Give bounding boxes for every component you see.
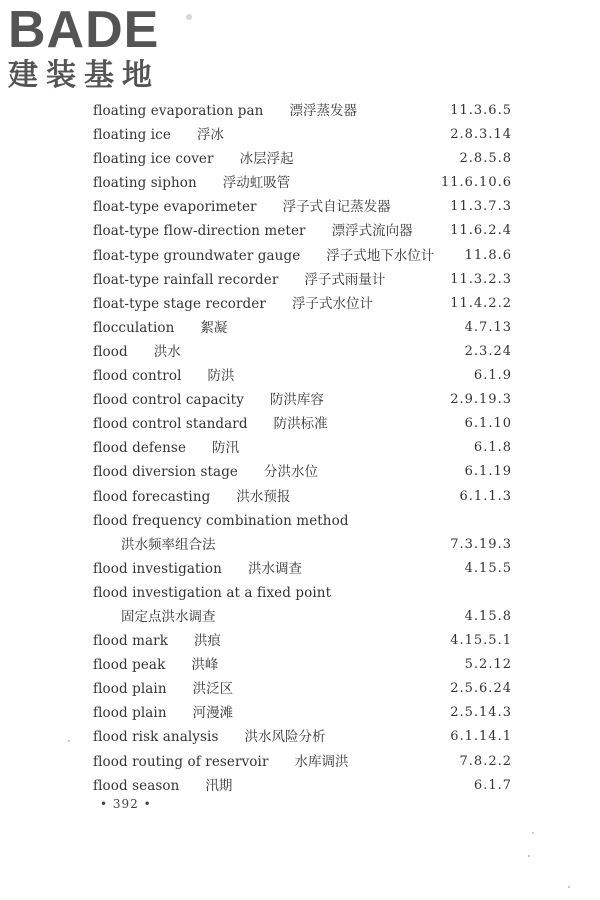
entry-english-term: flood routing of reservoir: [93, 753, 269, 770]
bade-logo: [8, 2, 183, 94]
entry-section-ref: 4.15.8: [464, 608, 512, 624]
entry-english-term: float-type flow-direction meter: [93, 223, 306, 240]
entry-chinese-term: 河漫滩: [192, 705, 234, 722]
entry-section-ref: 6.1.1.3: [459, 488, 512, 504]
entry-section-ref: 2.5.14.3: [450, 705, 512, 721]
entry-section-ref: 6.1.7: [473, 777, 512, 793]
entry-section-ref: 6.1.19: [464, 464, 512, 480]
entry-section-ref: 2.3.24: [464, 343, 512, 359]
glossary-entry: [93, 557, 517, 581]
entry-english-term: flood frequency combination method: [93, 512, 349, 529]
entry-section-ref: 6.1.14.1: [450, 729, 512, 745]
entry-chinese-term: 浮动虹吸管: [222, 175, 291, 192]
entry-chinese-term: 防洪库容: [269, 392, 324, 409]
glossary-entry: [93, 412, 517, 436]
watermark-dot: [186, 14, 192, 20]
glossary-entry: [93, 581, 517, 605]
glossary-entry: [93, 219, 517, 243]
entry-english-term: floating ice: [93, 127, 171, 144]
entry-chinese-term: 汛期: [205, 777, 233, 794]
entry-section-ref: 2.8.3.14: [450, 127, 512, 143]
logo-brand-text: BADE: [8, 1, 160, 59]
glossary-entry: [93, 774, 517, 798]
glossary-entry: [93, 725, 517, 749]
entry-section-ref: 6.1.8: [473, 440, 512, 456]
scan-speck: [528, 855, 530, 857]
entry-english-term: flood defense: [93, 440, 187, 457]
entry-section-ref: 6.1.9: [473, 368, 512, 384]
entry-english-term: flood risk analysis: [93, 729, 219, 746]
glossary-entry: [93, 388, 517, 412]
entry-section-ref: 2.8.5.8: [459, 151, 512, 167]
entry-chinese-term: 漂浮蒸发器: [289, 103, 357, 119]
entry-section-ref: 11.3.2.3: [450, 271, 512, 287]
entry-section-ref: 4.15.5.1: [450, 633, 512, 649]
entry-english-term: float-type stage recorder: [93, 295, 266, 312]
glossary-entry: [93, 677, 517, 701]
page-number: • 392 •: [100, 797, 152, 811]
glossary-entry: [93, 701, 517, 725]
entry-chinese-term: 防洪: [207, 368, 235, 385]
entry-chinese-term: 浮冰: [196, 127, 224, 144]
scan-speck: [532, 832, 534, 834]
entry-english-term: floating siphon: [93, 175, 197, 192]
entry-english-term: float-type rainfall recorder: [93, 271, 279, 288]
entry-english-term: flood mark: [93, 633, 168, 650]
glossary-entry: [93, 340, 517, 364]
entry-section-ref: 4.7.13: [464, 319, 512, 335]
scan-speck: [68, 740, 70, 742]
entry-chinese-term: 浮子式自记蒸发器: [282, 199, 391, 216]
glossary-entry-list: [93, 99, 517, 798]
glossary-entry: [93, 364, 517, 388]
entry-section-ref: 2.5.6.24: [450, 681, 512, 697]
entry-section-ref: 6.1.10: [464, 416, 512, 432]
entry-english-term: floating evaporation pan: [93, 103, 264, 119]
entry-chinese-term: 絮凝: [200, 319, 228, 336]
entry-chinese-term: 漂浮式流向器: [331, 223, 413, 240]
entry-section-ref: 11.3.6.5: [450, 103, 512, 118]
entry-chinese-term: 洪痕: [194, 633, 221, 650]
entry-chinese-term: 防汛: [212, 440, 240, 457]
entry-section-ref: 7.3.19.3: [450, 536, 512, 552]
entry-section-ref: 11.4.2.2: [450, 295, 512, 311]
entry-chinese-term: 洪水预报: [236, 488, 291, 505]
entry-english-term: float-type evaporimeter: [93, 199, 257, 216]
glossary-entry: [93, 123, 517, 147]
entry-english-term: flood plain: [93, 681, 167, 698]
entry-chinese-term: 防洪标准: [273, 416, 328, 433]
entry-english-term: flood investigation at a fixed point: [93, 584, 332, 601]
glossary-entry: [93, 171, 517, 195]
glossary-entry: [93, 750, 517, 774]
logo-subtitle: 建装基地: [8, 58, 160, 93]
entry-english-term: float-type groundwater gauge: [93, 247, 301, 264]
glossary-entry: [93, 629, 517, 653]
glossary-entry: [93, 653, 517, 677]
scan-speck: [568, 886, 570, 888]
entry-english-term: flood control standard: [93, 416, 248, 433]
entry-english-term: flood season: [93, 777, 180, 794]
glossary-entry: [93, 268, 517, 292]
glossary-entry: [93, 460, 517, 484]
entry-chinese-term: 分洪水位: [264, 464, 319, 481]
glossary-entry: [93, 99, 517, 123]
entry-chinese-term: 冰层浮起: [239, 151, 294, 168]
entry-section-ref: 11.3.7.3: [450, 199, 512, 215]
glossary-entry: [93, 485, 517, 509]
entry-chinese-term: 固定点洪水调查: [121, 608, 216, 625]
glossary-entry: [93, 509, 517, 533]
entry-english-term: flood plain: [93, 705, 167, 722]
entry-chinese-term: 浮子式地下水位计: [326, 247, 435, 264]
entry-section-ref: 11.6.10.6: [440, 175, 512, 191]
entry-english-term: flood control: [93, 368, 182, 385]
entry-section-ref: 11.6.2.4: [450, 223, 512, 239]
entry-english-term: flood: [93, 343, 128, 360]
entry-chinese-term: 洪水频率组合法: [121, 536, 216, 553]
entry-english-term: flood forecasting: [93, 488, 211, 505]
entry-english-term: flood investigation: [93, 560, 222, 577]
glossary-entry: [93, 436, 517, 460]
entry-section-ref: 2.9.19.3: [450, 392, 512, 408]
entry-chinese-term: 洪水风险分析: [244, 729, 326, 746]
glossary-entry: [93, 292, 517, 316]
glossary-entry: [93, 244, 517, 268]
entry-section-ref: 5.2.12: [464, 657, 512, 673]
glossary-entry: [93, 195, 517, 219]
entry-english-term: flocculation: [93, 319, 175, 336]
entry-chinese-term: 洪水调查: [247, 560, 302, 577]
glossary-entry: [93, 147, 517, 171]
entry-english-term: floating ice cover: [93, 151, 214, 168]
entry-section-ref: 4.15.5: [464, 560, 512, 576]
glossary-entry: [93, 316, 517, 340]
entry-english-term: flood diversion stage: [93, 464, 239, 481]
entry-english-term: flood peak: [93, 657, 166, 674]
entry-chinese-term: 洪峰: [191, 657, 219, 674]
glossary-entry: [93, 533, 517, 557]
entry-english-term: flood control capacity: [93, 392, 244, 409]
entry-chinese-term: 浮子式水位计: [291, 295, 373, 312]
entry-chinese-term: 水库调洪: [294, 753, 349, 770]
entry-chinese-term: 浮子式雨量计: [304, 271, 386, 288]
entry-section-ref: 11.8.6: [464, 247, 512, 263]
entry-section-ref: 7.8.2.2: [459, 753, 512, 769]
entry-chinese-term: 洪泛区: [192, 681, 234, 698]
glossary-entry: [93, 605, 517, 629]
entry-chinese-term: 洪水: [153, 343, 181, 360]
